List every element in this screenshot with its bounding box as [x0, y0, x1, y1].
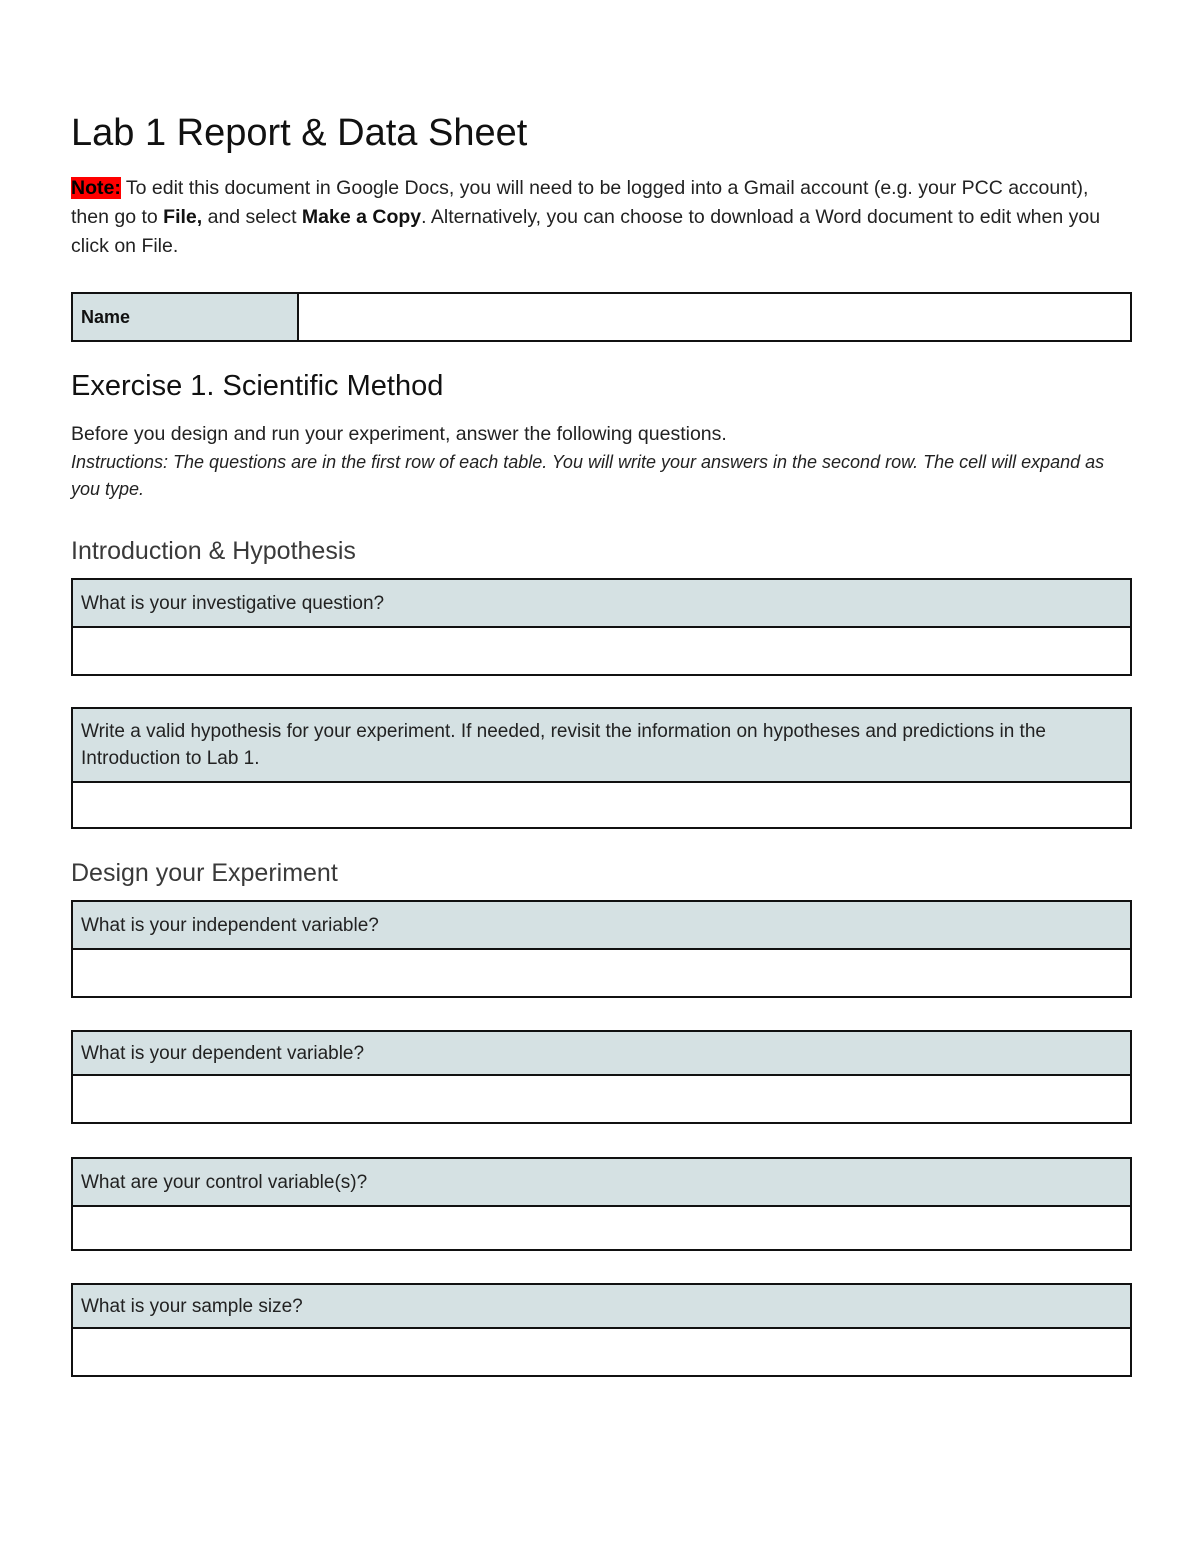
question-cell: What is your investigative question?: [72, 579, 1131, 627]
name-label-cell: Name: [72, 293, 298, 341]
section-heading-introduction: Introduction & Hypothesis: [71, 537, 356, 565]
exercise-intro: Before you design and run your experiment, answer the following questions.: [71, 423, 727, 445]
exercise-heading: Exercise 1. Scientific Method: [71, 370, 444, 402]
name-row: [72, 293, 1131, 341]
name-table: [71, 292, 1132, 342]
question-table-independent: [71, 900, 1132, 998]
name-input-cell[interactable]: [298, 293, 1131, 341]
note-label: Note:: [71, 177, 121, 199]
question-cell: What is your dependent variable?: [72, 1031, 1131, 1075]
answer-cell[interactable]: [72, 627, 1131, 675]
document-title: Lab 1 Report & Data Sheet: [71, 112, 528, 154]
note-text-1: To edit this document in Google Docs, you will need to be logged into a Gmail account (e.g. your PCC account), then go to: [71, 177, 1089, 228]
question-cell: Write a valid hypothesis for your experiment. If needed, revisit the information on hypotheses and predictions in the Introduction to Lab 1.: [72, 708, 1131, 782]
answer-cell[interactable]: [72, 1075, 1131, 1123]
answer-cell[interactable]: [72, 949, 1131, 997]
question-table-hypothesis: [71, 707, 1132, 829]
question-table-sample-size: [71, 1283, 1132, 1377]
edit-note: [71, 174, 1111, 261]
question-cell: What is your sample size?: [72, 1284, 1131, 1328]
answer-cell[interactable]: [72, 782, 1131, 828]
question-cell: What are your control variable(s)?: [72, 1158, 1131, 1206]
answer-cell[interactable]: [72, 1206, 1131, 1250]
note-text-2: and select: [202, 206, 302, 228]
note-file-bold: File,: [163, 206, 203, 228]
question-table-dependent: [71, 1030, 1132, 1124]
section-heading-design: Design your Experiment: [71, 859, 338, 887]
answer-cell[interactable]: [72, 1328, 1131, 1376]
question-cell: What is your independent variable?: [72, 901, 1131, 949]
note-make-copy-bold: Make a Copy: [301, 206, 422, 228]
question-table-investigative: [71, 578, 1132, 676]
note-text-3: . Alternatively, you can choose to download a Word document to edit when you click on File.: [71, 206, 1101, 257]
exercise-instructions: Instructions: The questions are in the first row of each table. You will write your answers in the second row. The cell will expand as you type.: [71, 452, 1105, 499]
question-table-control: [71, 1157, 1132, 1251]
